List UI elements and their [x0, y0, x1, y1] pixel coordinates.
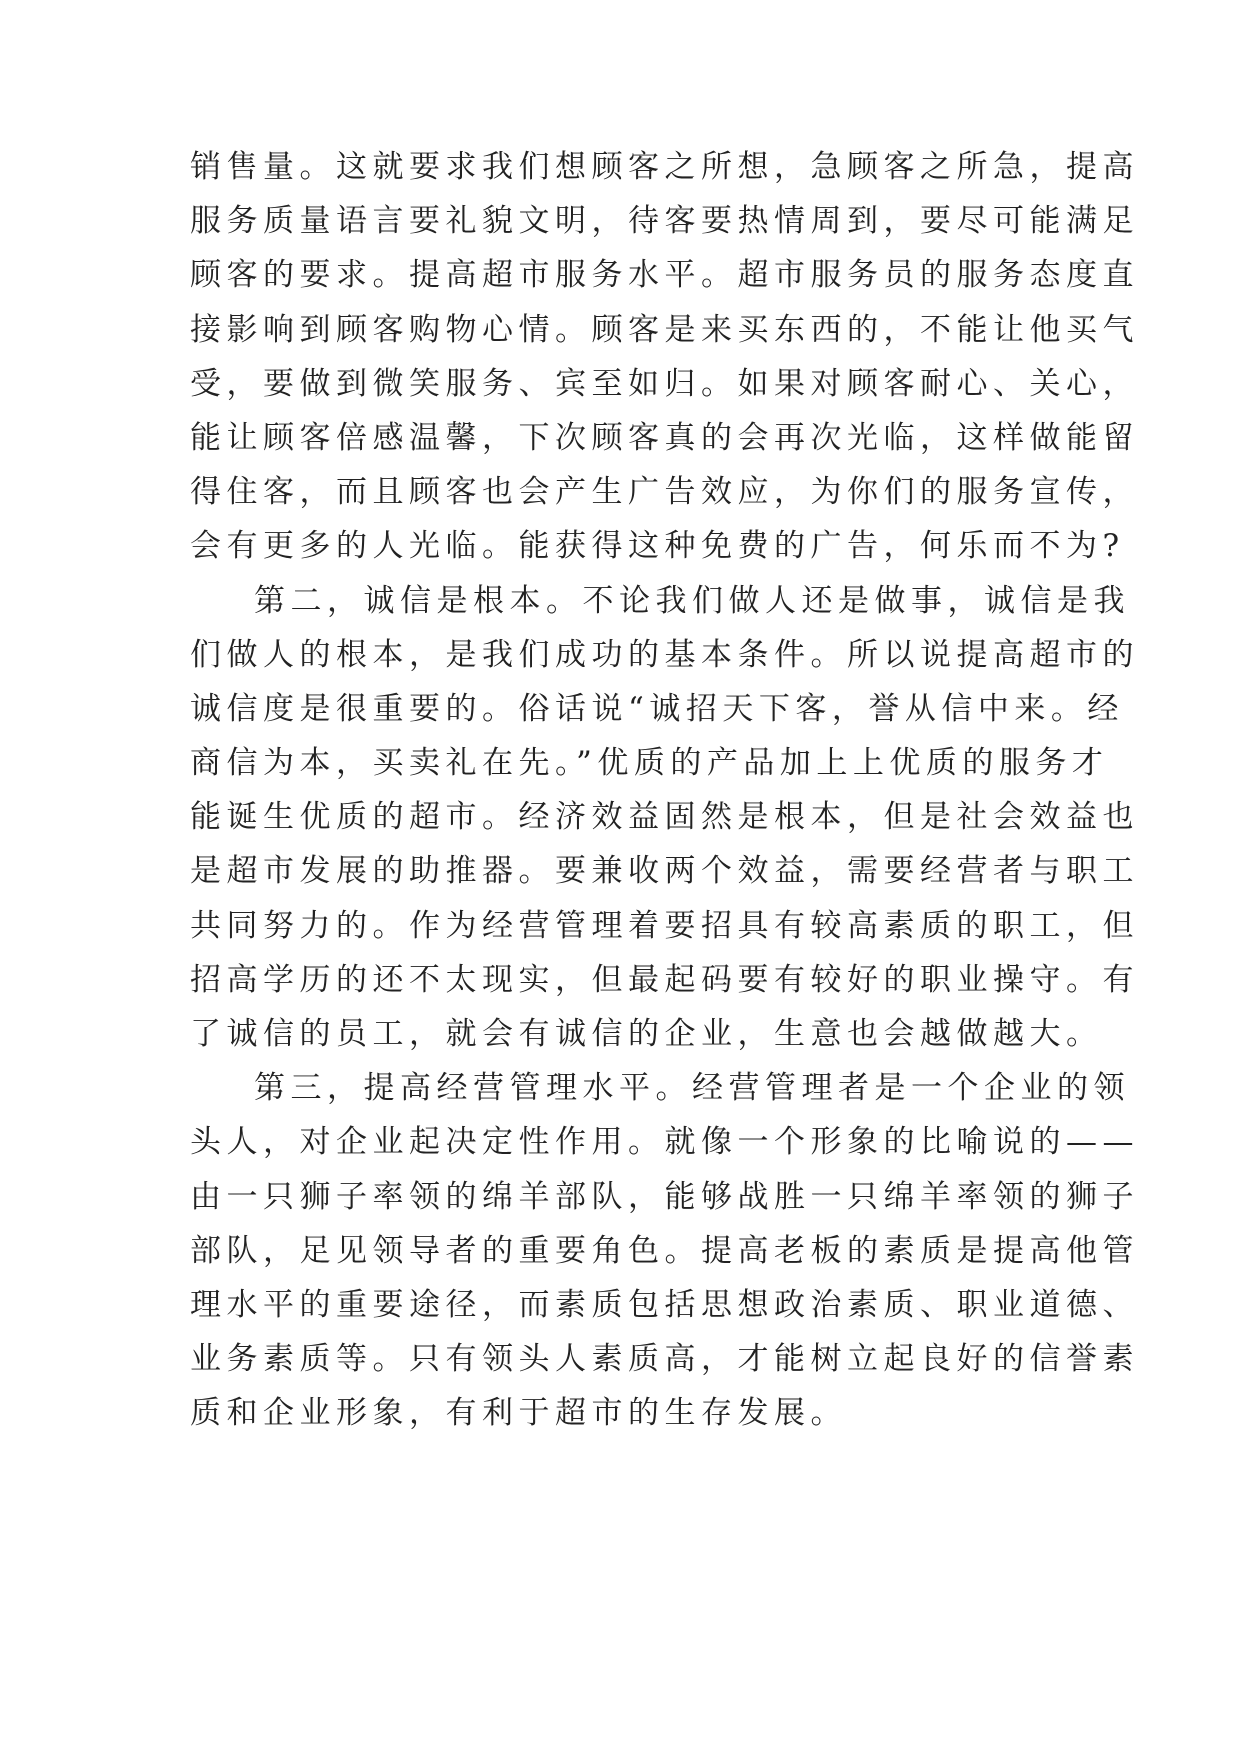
text-line: 销售量。这就要求我们想顾客之所想，急顾客之所急，提高 — [190, 149, 1139, 185]
text-line: 商信为本，买卖礼在先。”优质的产品加上上优质的服务才 — [190, 745, 1109, 782]
text-line: 能让顾客倍感温馨，下次顾客真的会再次光临，这样做能留 — [190, 419, 1139, 456]
paragraph-start-line: 第三，提高经营管理水平。经营管理者是一个企业的领 — [254, 1070, 1130, 1107]
text-line: 了诚信的员工，就会有诚信的企业，生意也会越做越大。 — [190, 1016, 1103, 1052]
text-line: 得住客，而且顾客也会产生广告效应，为你们的服务宣传， — [190, 474, 1139, 511]
text-line: 是超市发展的助推器。要兼收两个效益，需要经营者与职工 — [190, 853, 1139, 890]
text-line: 能诞生优质的超市。经济效益固然是根本，但是社会效益也 — [190, 799, 1139, 836]
text-line: 部队，足见领导者的重要角色。提高老板的素质是提高他管 — [190, 1232, 1139, 1269]
text-line: 们做人的根本，是我们成功的基本条件。所以说提高超市的 — [190, 636, 1139, 673]
text-line: 服务质量语言要礼貌文明，待客要热情周到，要尽可能满足 — [190, 203, 1139, 240]
paragraph-start-line: 第二，诚信是根本。不论我们做人还是做事，诚信是我 — [254, 582, 1130, 619]
text-line: 接影响到顾客购物心情。顾客是来买东西的，不能让他买气 — [190, 311, 1139, 348]
text-line: 质和企业形象，有利于超市的生存发展。 — [190, 1395, 847, 1432]
text-line: 理水平的重要途径，而素质包括思想政治素质、职业道德、 — [190, 1286, 1139, 1323]
text-line: 诚信度是很重要的。俗话说“诚招天下客，誉从信中来。经 — [190, 690, 1124, 727]
text-line: 业务素质等。只有领头人素质高，才能树立起良好的信誉素 — [190, 1341, 1139, 1378]
text-line: 共同努力的。作为经营管理着要招具有较高素质的职工，但 — [190, 907, 1139, 944]
text-line: 顾客的要求。提高超市服务水平。超市服务员的服务态度直 — [190, 257, 1139, 294]
body-text — [190, 140, 1139, 1441]
text-line: 受，要做到微笑服务、宾至如归。如果对顾客耐心、关心， — [190, 365, 1139, 402]
text-line: 由一只狮子率领的绵羊部队，能够战胜一只绵羊率领的狮子 — [190, 1178, 1139, 1215]
text-line: 头人，对企业起决定性作用。就像一个形象的比喻说的—— — [190, 1124, 1139, 1161]
text-line: 会有更多的人光临。能获得这种免费的广告，何乐而不为? — [190, 528, 1125, 565]
text-line: 招高学历的还不太现实，但最起码要有较好的职业操守。有 — [190, 961, 1139, 998]
